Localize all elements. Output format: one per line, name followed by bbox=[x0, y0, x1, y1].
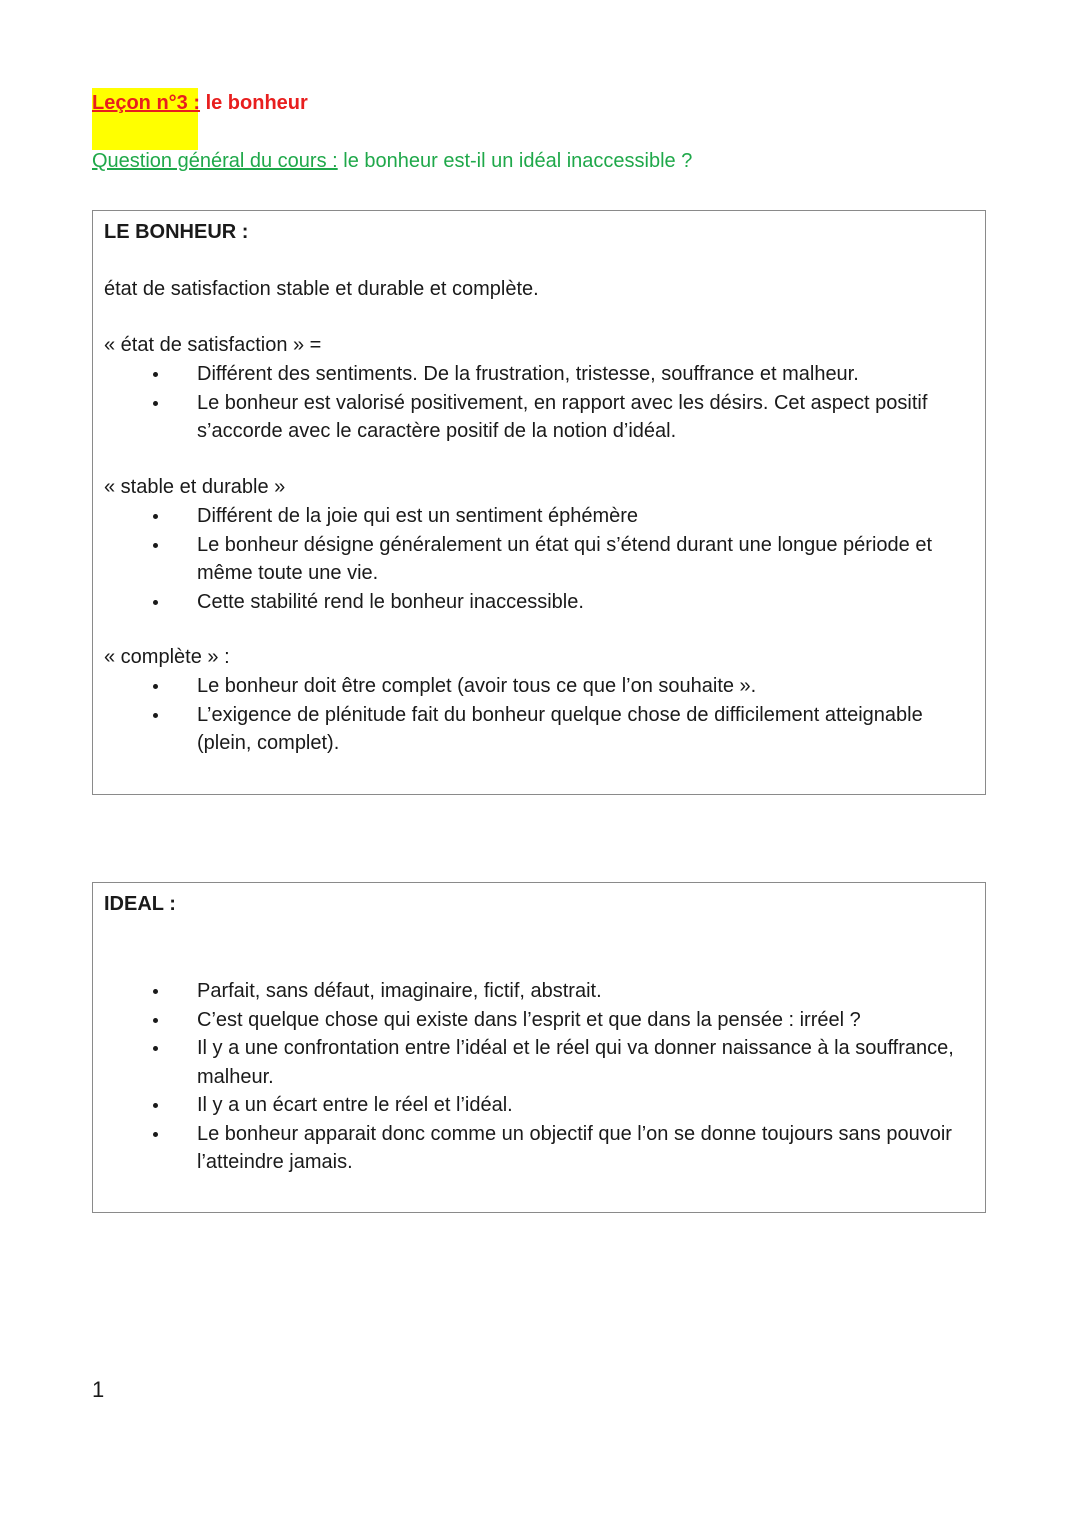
ideal-heading: IDEAL : bbox=[104, 893, 176, 915]
bullet-icon bbox=[153, 514, 158, 519]
bullet-icon bbox=[153, 684, 158, 689]
bullet-icon bbox=[153, 401, 158, 406]
bullet-icon bbox=[153, 1103, 158, 1108]
bonheur-box bbox=[92, 210, 986, 795]
bonheur-heading: LE BONHEUR : bbox=[104, 221, 249, 243]
bullet-icon bbox=[153, 543, 158, 548]
list-item: Le bonheur désigne généralement un état qui s’étend durant une longue période et même toute une vie. bbox=[93, 531, 973, 588]
course-question-text: le bonheur est-il un idéal inaccessible ? bbox=[337, 150, 693, 172]
list-item: Le bonheur apparait donc comme un objectif que l’on se donne toujours sans pouvoir l’atteindre jamais. bbox=[93, 1120, 973, 1177]
stable-list bbox=[93, 502, 973, 616]
bullet-icon bbox=[153, 600, 158, 605]
list-item: C’est quelque chose qui existe dans l’esprit et que dans la pensée : irréel ? bbox=[93, 1006, 973, 1035]
list-item: Il y a un écart entre le réel et l’idéal. bbox=[93, 1091, 973, 1120]
list-item: Le bonheur doit être complet (avoir tous ce que l’on souhaite ». bbox=[93, 672, 973, 701]
lesson-title bbox=[92, 90, 308, 116]
course-question-label: Question général du cours : bbox=[92, 150, 338, 172]
lesson-number: Leçon n°3 : bbox=[92, 92, 201, 114]
complete-list bbox=[93, 672, 973, 758]
bullet-icon bbox=[153, 1046, 158, 1051]
list-item: Différent des sentiments. De la frustration, tristesse, souffrance et malheur. bbox=[93, 360, 973, 389]
bullet-icon bbox=[153, 1132, 158, 1137]
satisfaction-list bbox=[93, 360, 973, 446]
ideal-list bbox=[93, 977, 973, 1177]
section-heading-stable: « stable et durable » bbox=[104, 476, 286, 498]
list-item: Le bonheur est valorisé positivement, en rapport avec les désirs. Cet aspect positif s’accorde avec le caractère positif de la notion d’idéal. bbox=[93, 389, 973, 446]
section-heading-complete: « complète » : bbox=[104, 646, 230, 668]
list-item: Parfait, sans défaut, imaginaire, fictif, abstrait. bbox=[93, 977, 973, 1006]
list-item: Il y a une confrontation entre l’idéal et le réel qui va donner naissance à la souffrance, malheur. bbox=[93, 1034, 973, 1091]
lesson-topic: le bonheur bbox=[200, 92, 308, 114]
list-item: L’exigence de plénitude fait du bonheur quelque chose de difficilement atteignable (plein, complet). bbox=[93, 701, 973, 758]
bullet-icon bbox=[153, 372, 158, 377]
bonheur-definition: état de satisfaction stable et durable et complète. bbox=[104, 278, 539, 300]
list-item: Cette stabilité rend le bonheur inaccessible. bbox=[93, 588, 973, 617]
ideal-box bbox=[92, 882, 986, 1213]
bullet-icon bbox=[153, 713, 158, 718]
section-heading-satisfaction: « état de satisfaction » = bbox=[104, 334, 322, 356]
page-number: 1 bbox=[92, 1377, 105, 1402]
bullet-icon bbox=[153, 1018, 158, 1023]
bullet-icon bbox=[153, 989, 158, 994]
list-item: Différent de la joie qui est un sentiment éphémère bbox=[93, 502, 973, 531]
course-question bbox=[92, 148, 692, 174]
